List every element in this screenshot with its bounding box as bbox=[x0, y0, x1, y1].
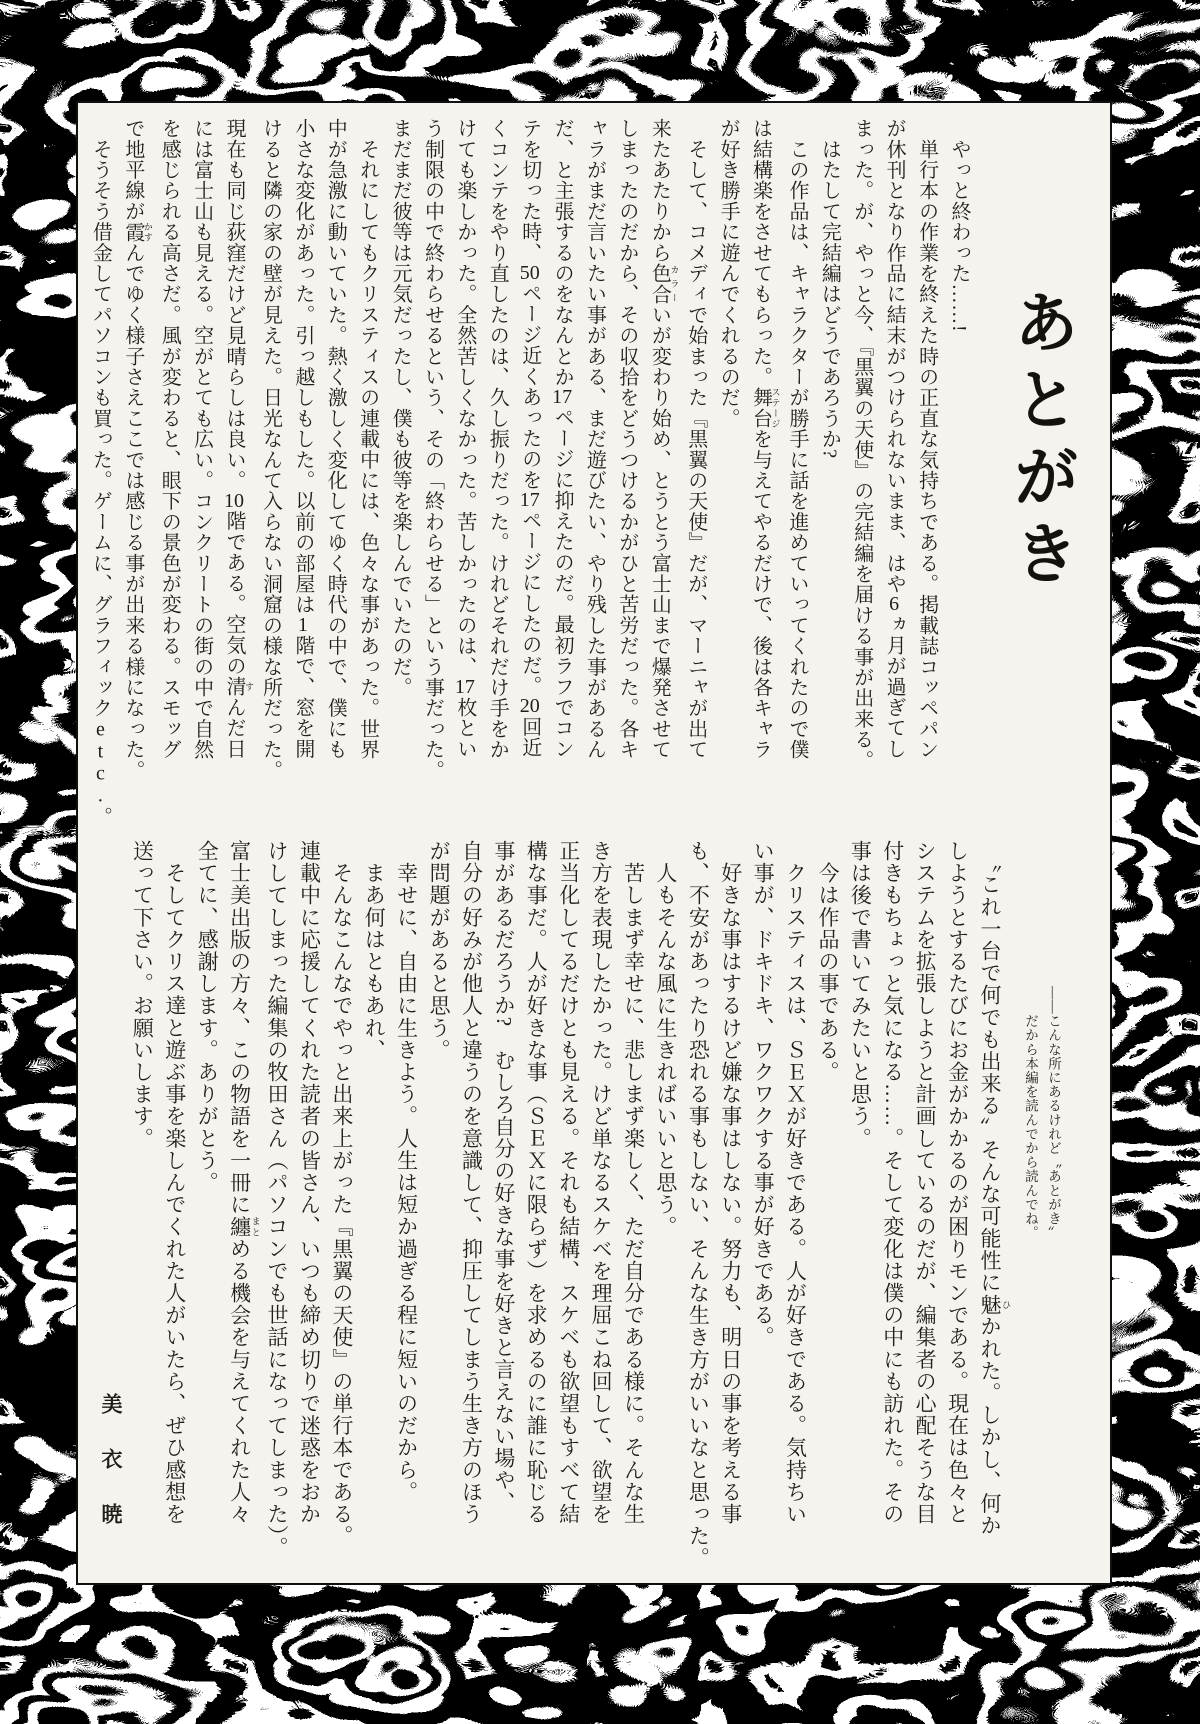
text-column: 来たあたりから色合 カラーいが変わり始め、とうとう富士山まで爆発させて bbox=[648, 118, 680, 760]
text-column: 現在も同じ荻窪だけど見晴らしは良い。10階である。空気の清 すんだ日 bbox=[223, 118, 255, 760]
text-column: クリスティスは、ＳＥＸが好きである。人が好きである。気持ちい bbox=[783, 840, 808, 1526]
text-column: ャラがまだ言いたい事がある、まだ遊びたい、やり残した事があるん bbox=[583, 118, 606, 760]
page-title: あとがき bbox=[1002, 288, 1076, 596]
text-column: けても楽しかった。全然苦しくなかった。苦しかったのは、17枚とい bbox=[453, 118, 476, 760]
text-column: システムを拡張しようと計画しているのだが、編集者の心配そうな目 bbox=[913, 840, 938, 1526]
afterword-intro-section bbox=[84, 103, 1103, 840]
text-column: を感じられる高さだ。風が変わると、眼下の景色が変わる。スモッグ bbox=[158, 118, 181, 760]
text-column: 中が急激に動いていた。熱く激しく変化してゆく時代の中で、僕にも bbox=[324, 118, 347, 760]
text-column: には富士山も見える。空がとても広い。コンクリートの街の中で自然 bbox=[190, 118, 213, 760]
text-column: 付きもちょっと気になる……。そして変化は僕の中にも訪れた。その bbox=[880, 840, 905, 1526]
page-panel bbox=[76, 101, 1112, 1585]
text-column: そして、コメディで始まった『黒翼の天使』だが、マーニャが出て bbox=[684, 118, 707, 760]
text-column: が問題があると思う。 bbox=[427, 840, 452, 1061]
text-column: まだまだ彼等は元気だったし、僕も彼等を楽しんでいたのだ。 bbox=[389, 118, 412, 698]
text-column: 幸せに、自由に生きよう。人生は短か過ぎる程に短いのだから。 bbox=[394, 840, 419, 1503]
text-column: 事は後で書いてみたいと思う。 bbox=[848, 840, 873, 1150]
text-column: 今は作品の事である。 bbox=[815, 840, 840, 1084]
text-column: そしてクリス達と遊ぶ事を楽しんでくれた人がいたら、ぜひ感想を bbox=[162, 840, 187, 1526]
reading-note-line: ――こんな所にあるけれど〝あとがき〟 bbox=[1045, 986, 1061, 1240]
text-column: 人もそんな風に生きればいいと思う。 bbox=[653, 840, 678, 1238]
text-column: 単行本の作業を終えた時の正直な気持ちである。掲載誌コッペパン bbox=[915, 118, 938, 760]
text-column: で地平線が霞 かすんでゆく様子さえここでは感じる事が出来る様になった。 bbox=[121, 118, 153, 781]
text-column: き方を表現したかった。けど単なるスケベを理屈こね回して、欲望を bbox=[589, 840, 614, 1526]
text-column: だ、と主張するのをなんとか17ページに抑えたのだ。最初ラフでコン bbox=[551, 118, 574, 760]
author-name: 美衣暁 bbox=[99, 1393, 123, 1558]
author-signature-block bbox=[84, 840, 126, 1583]
text-column: やっと終わった……! bbox=[947, 118, 970, 333]
text-column: それにしてもクリスティスの連載中には、色々な事があった。世界 bbox=[356, 118, 379, 760]
text-column: しまったのだから、その収拾をどうつけるかがひと苦労だった。各キ bbox=[615, 118, 638, 760]
text-column: けしてしまった編集の牧田さん（パソコンでも世話になってしまった）。 bbox=[265, 840, 290, 1559]
text-column: 正当化してるだけとも見える。それも結構、スケベも欲望もすべて結 bbox=[556, 840, 581, 1526]
text-column: 〝これ一台で何でも出来る〟そんな可能性に魅 ひかれた。しかし、何か bbox=[977, 840, 1011, 1537]
text-column: そんなこんなでやっと出来上がった『黒翼の天使』の単行本である。 bbox=[329, 840, 354, 1548]
text-column: まった。が、やっと今、『黒翼の天使』の完結編を届ける事が出来る。 bbox=[850, 118, 873, 771]
text-column: 全てに、感謝します。ありがとう。 bbox=[195, 840, 220, 1194]
afterword-main-section bbox=[84, 840, 1123, 1583]
text-column: テを切った時、50ページ近くあったのを17ページにしたのだ。20回近 bbox=[518, 118, 541, 758]
upper-text-columns bbox=[84, 118, 975, 840]
text-column: まあ何はともあれ、 bbox=[362, 840, 387, 1061]
reading-note bbox=[1011, 840, 1065, 1583]
text-column: 事があるだろうか? むしろ自分の好きな事を好きと言えない場や、 bbox=[491, 840, 516, 1514]
text-column: はたして完結編はどうであろうか? bbox=[818, 118, 841, 459]
text-column: も、不安があったり恐れる事もしない、そんな生き方がいいなと思った。 bbox=[686, 840, 711, 1570]
text-column: くコンテをやり直したのは、久し振りだった。けれどそれだけ手をか bbox=[486, 118, 509, 760]
text-column: 構な事だ。人が好きな事（ＳＥＸに限らず）を求めるのに誰に恥じる bbox=[524, 840, 549, 1526]
reading-note-line: だから本編を読んでから読んでね。 bbox=[1022, 986, 1038, 1240]
text-column: 小さな変化があった。引っ越しもした。以前の部屋は1階で、窓を開 bbox=[291, 118, 314, 760]
text-column: 送って下さい。お願いします。 bbox=[130, 840, 155, 1150]
text-column: けると隣の家の壁が見えた。日光なんて入らない洞窟の様な所だった。 bbox=[259, 118, 282, 781]
text-column: この作品は、キャラクターが勝手に話を進めていってくれたので僕 bbox=[785, 118, 808, 760]
lower-text-columns bbox=[126, 840, 1011, 1583]
text-column: う制限の中で終わらせるという、その「終わらせる」という事だった。 bbox=[421, 118, 444, 781]
page-title-block bbox=[975, 118, 1103, 840]
text-column: そうそう借金してパソコンも買った。ゲームに、グラフィックetc.。 bbox=[89, 118, 112, 828]
text-column: 富士美出版の方々、この物語を一冊に纏 まとめる機会を与えてくれた人々 bbox=[227, 840, 261, 1526]
text-column: 自分の好みが他人と違うのを意識して、抑圧してしまう生き方のほう bbox=[459, 840, 484, 1526]
text-column: は結構楽をさせてもらった。舞台 ステージを与えてやるだけで、後は各キャラ bbox=[749, 118, 781, 760]
text-column: い事が、ドキドキ、ワクワクする事が好きである。 bbox=[751, 840, 776, 1349]
text-column: しようとするたびにお金がかかるのが困りモンである。現在は色々と bbox=[945, 840, 970, 1526]
text-column: 連載中に応援してくれた読者の皆さん、いつも締め切りで迷惑をおか bbox=[297, 840, 322, 1526]
text-column: 好きな事はするけど嫌な事はしない。努力も、明日の事を考える事 bbox=[718, 840, 743, 1526]
text-column: 苦しまず幸せに、悲しまず楽しく、ただ自分である様に。そんな生 bbox=[621, 840, 646, 1526]
text-column: が好き勝手に遊んでくれるのだ。 bbox=[717, 118, 740, 429]
text-column: が休刊となり作品に結末がつけられないまま、はや6ヵ月が過ぎてし bbox=[883, 118, 906, 760]
